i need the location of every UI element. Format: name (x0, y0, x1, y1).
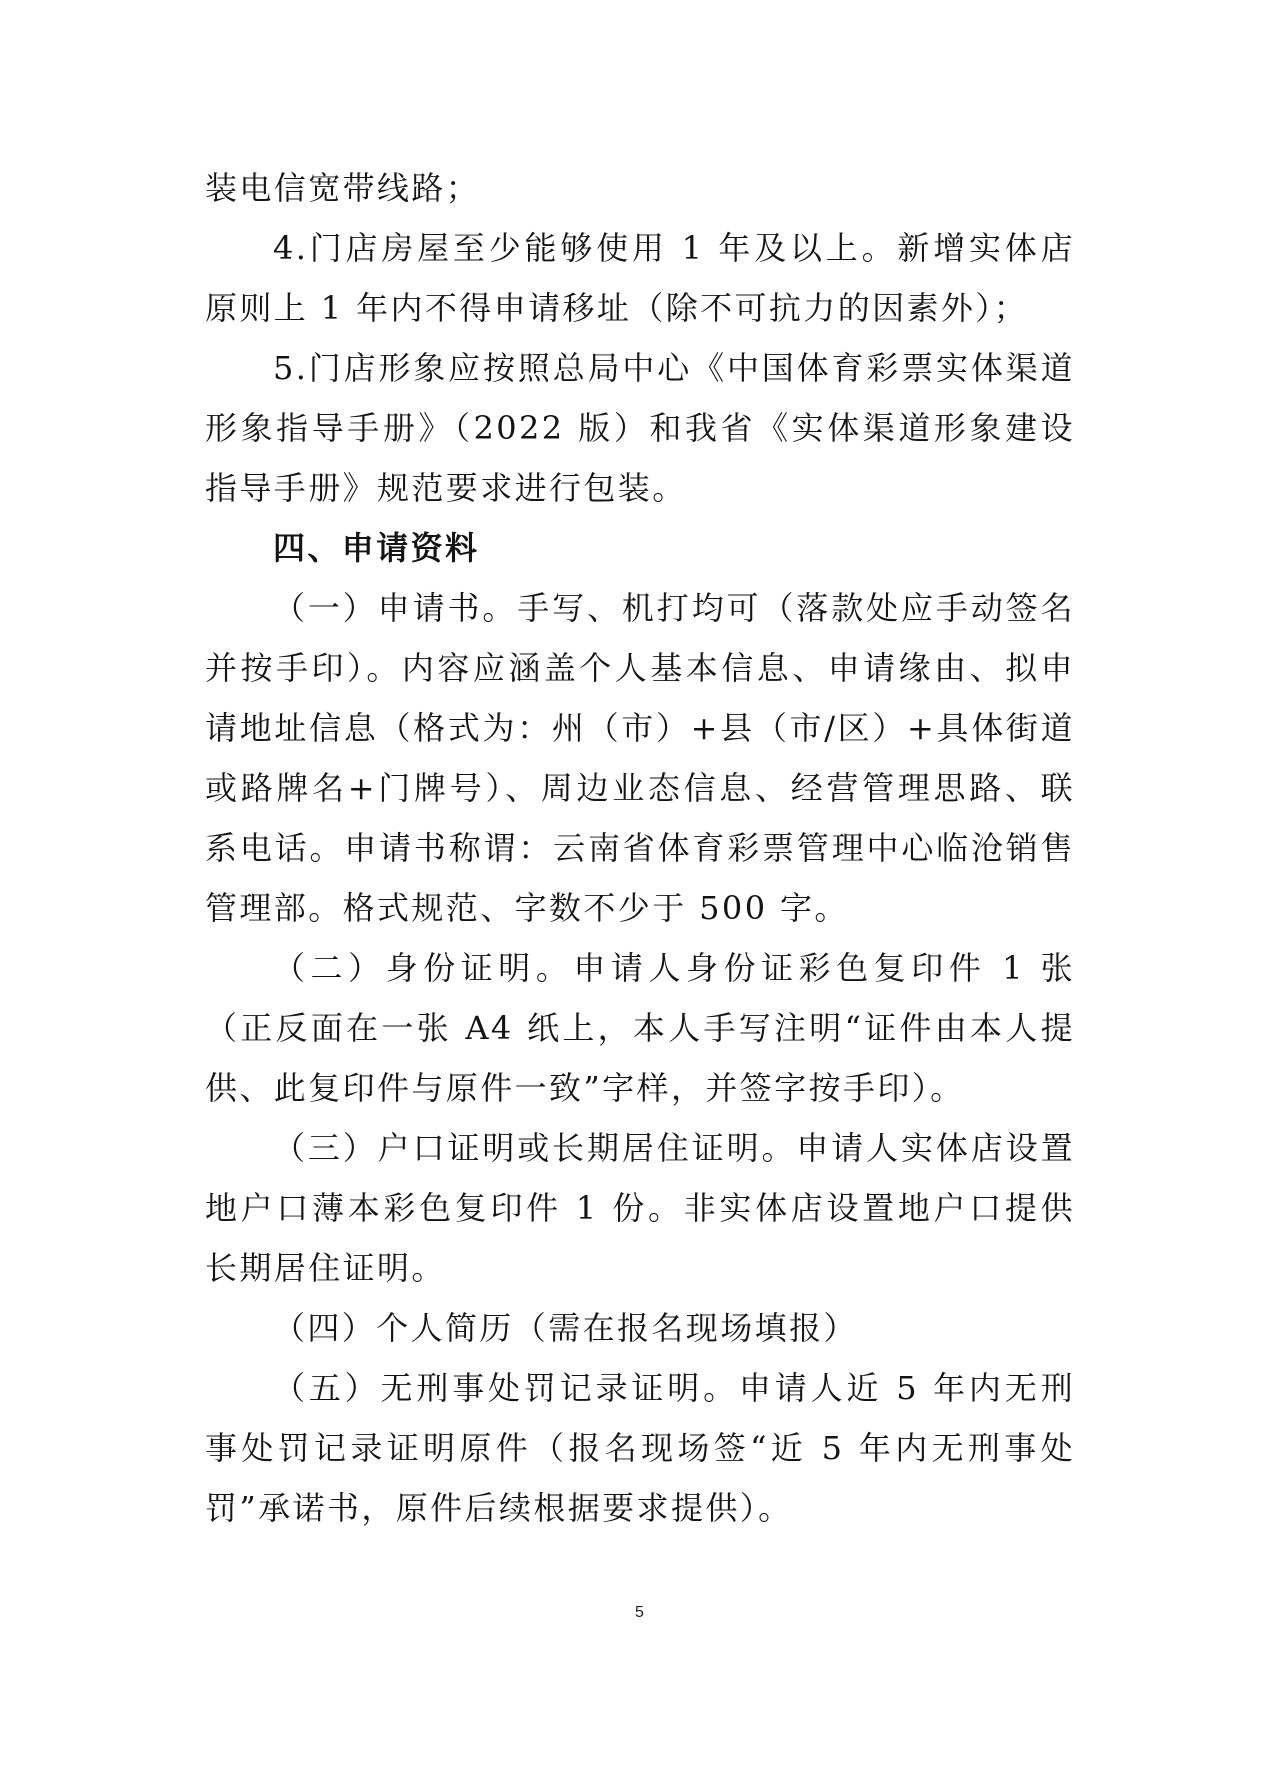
paragraph-material-4-resume: （四）个人简历（需在报名现场填报） (273, 1309, 858, 1347)
section-heading-application-materials: 四、申请资料 (273, 529, 480, 567)
paragraph-item-4: 4.门店房屋至少能够使用 1 年及以上。新增实体店原则上 1 年内不得申请移址（除不可抗力的因素外）； (205, 229, 1075, 327)
paragraph-item-5: 5.门店形象应按照总局中心《中国体育彩票实体渠道形象指导手册》（2022 版）和我省《实体渠道形象建设指导手册》规范要求进行包装。 (205, 349, 1075, 507)
paragraph-material-1-application-letter: （一）申请书。手写、机打均可（落款处应手动签名并按手印）。内容应涵盖个人基本信息、申请缘由、拟申请地址信息（格式为：州（市）+县（市/区）+具体街道或路牌名+门牌号）、周边业态信息、经营管理思路、联系电话。申请书称谓：云南省体育彩票管理中心临沧销售管理部。格式规范、字数不少于 500 字。 (205, 589, 1075, 927)
paragraph-material-5-no-criminal-record: （五）无刑事处罚记录证明。申请人近 5 年内无刑事处罚记录证明原件（报名现场签“近 5 年内无刑事处罚”承诺书，原件后续根据要求提供）。 (205, 1369, 1075, 1527)
paragraph-material-2-identity-proof: （二）身份证明。申请人身份证彩色复印件 1 张（正反面在一张 A4 纸上，本人手写注明“证件由本人提供、此复印件与原件一致”字样，并签字按手印）。 (205, 949, 1075, 1107)
document-body (205, 158, 1075, 1538)
paragraph-material-3-residence-proof: （三）户口证明或长期居住证明。申请人实体店设置地户口薄本彩色复印件 1 份。非实体店设置地户口提供长期居住证明。 (205, 1129, 1075, 1287)
page-number: 5 (635, 1604, 644, 1621)
paragraph-continued-line: 装电信宽带线路； (205, 169, 481, 207)
